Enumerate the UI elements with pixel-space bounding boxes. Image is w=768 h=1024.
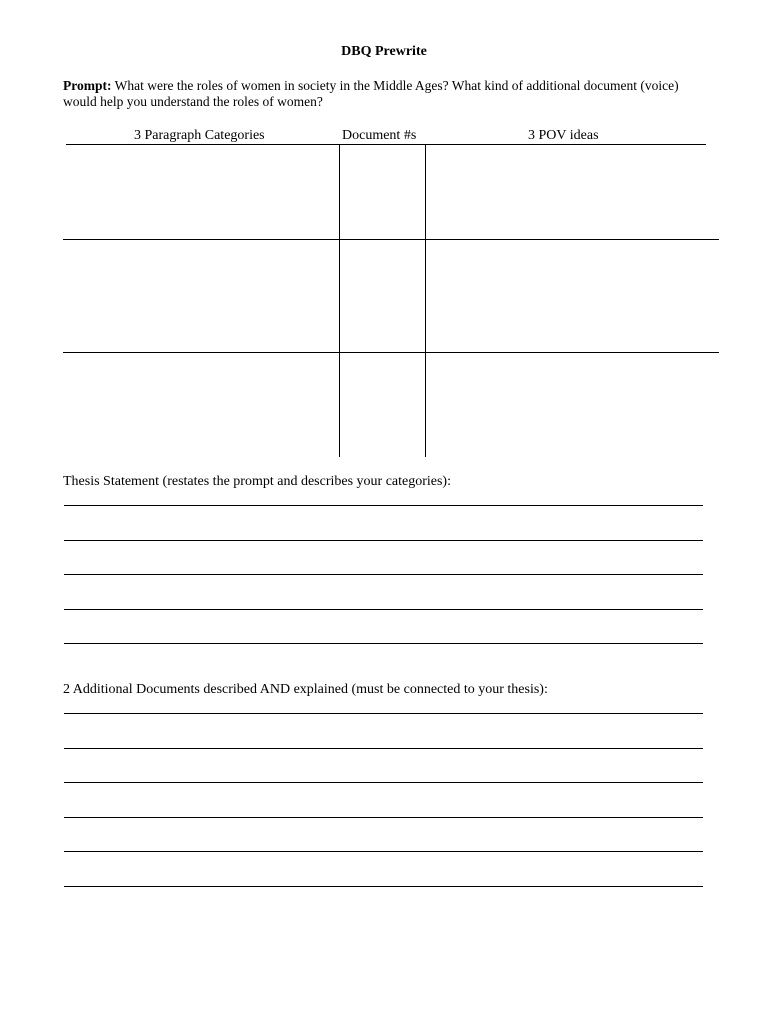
table-header-row [66,127,706,145]
additional-documents-line[interactable] [64,748,703,749]
thesis-line[interactable] [64,540,703,541]
cell-documents-1[interactable] [340,146,424,238]
thesis-line[interactable] [64,574,703,575]
thesis-line[interactable] [64,609,703,610]
thesis-line[interactable] [64,643,703,644]
cell-category-1[interactable] [63,146,338,238]
header-paragraph-categories: 3 Paragraph Categories [134,128,265,143]
additional-documents-line[interactable] [64,713,703,714]
cell-category-2[interactable] [63,240,338,351]
cell-pov-1[interactable] [426,146,718,238]
cell-category-3[interactable] [63,353,338,457]
prompt-text: What were the roles of women in society in the Middle Ages? What kind of additional document (voice) would help you understand the roles of women? [63,78,679,109]
cell-documents-3[interactable] [340,353,424,457]
prompt-label: Prompt: [63,78,112,93]
cell-pov-2[interactable] [426,240,718,351]
prompt-block [63,78,713,110]
page-title: DBQ Prewrite [341,44,427,59]
cell-pov-3[interactable] [426,353,718,457]
additional-documents-line[interactable] [64,886,703,887]
additional-documents-line[interactable] [64,851,703,852]
thesis-line[interactable] [64,505,703,506]
cell-documents-2[interactable] [340,240,424,351]
additional-documents-label: 2 Additional Documents described AND explained (must be connected to your thesis): [63,682,548,697]
additional-documents-line[interactable] [64,782,703,783]
header-document-numbers: Document #s [342,128,417,143]
header-pov-ideas: 3 POV ideas [528,128,599,143]
additional-documents-line[interactable] [64,817,703,818]
thesis-label: Thesis Statement (restates the prompt and describes your categories): [63,474,451,489]
